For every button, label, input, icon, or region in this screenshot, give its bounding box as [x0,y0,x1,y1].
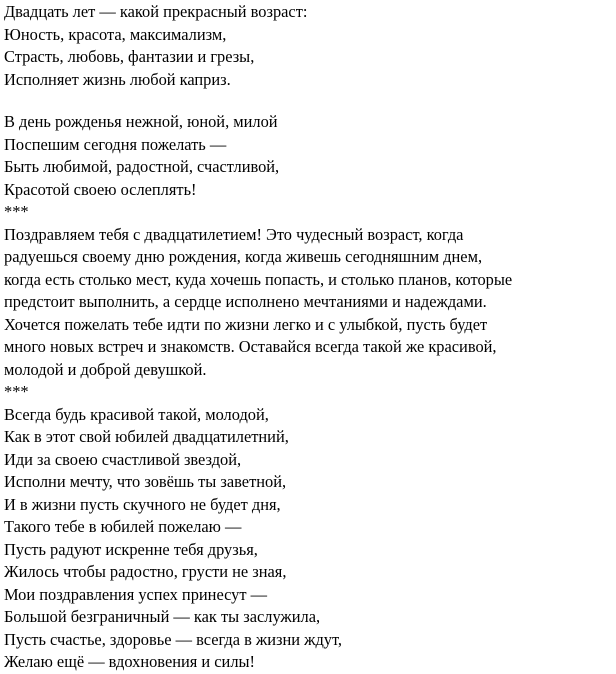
text-line: Юность, красота, максимализм, [4,24,227,44]
prose-paragraph [4,224,616,382]
text-line: Исполняет жизнь любой каприз. [4,69,231,89]
section-separator: *** [4,202,29,221]
text-line: Иди за своею счастливой звездой, [4,449,242,469]
text-line: много новых встреч и знакомств. Оставайся всегда такой же красивой, [4,337,497,356]
text-line: Такого тебе в юбилей пожелаю — [4,517,242,536]
text-line: В день рожденья нежной, юной, милой [4,112,278,131]
poem-stanza-2 [4,111,616,201]
text-line: Поспешим сегодня пожелать — [4,134,227,154]
poem-stanza-3 [4,404,616,674]
text-line: И в жизни пусть скучного не будет дня, [4,494,281,514]
text-line: молодой и доброй девушкой. [4,359,207,379]
text-line: Жилось чтобы радостно, грусти не зная, [4,562,287,581]
text-line: Быть любимой, радостной, счастливой, [4,157,280,176]
stanza-gap [4,91,616,111]
text-line: Большой безграничный — как ты заслужила, [4,607,321,626]
text-line: Пусть счастье, здоровье — всегда в жизни ждут, [4,629,343,649]
text-line: Исполни мечту, что зовёшь ты заветной, [4,472,287,491]
text-line: Поздравляем тебя с двадцатилетием! Это чудесный возраст, когда [4,224,464,244]
text-line: Хочется пожелать тебе идти по жизни легко и с улыбкой, пусть будет [4,314,488,334]
poem-stanza-1 [4,1,616,91]
section-separator: *** [4,382,29,401]
text-line: Пусть радуют искренне тебя друзья, [4,539,258,559]
text-line: Желаю ещё — вдохновения и силы! [4,652,255,671]
text-line: Красотой своею ослеплять! [4,179,197,199]
text-line: когда есть столько мест, куда хочешь попасть, и столько планов, которые [4,269,513,289]
text-line: радуешься своему дню рождения, когда живешь сегодняшним днем, [4,247,483,266]
text-line: Двадцать лет — какой прекрасный возраст: [4,2,308,21]
text-line: Страсть, любовь, фантазии и грезы, [4,47,255,66]
text-line: Как в этот свой юбилей двадцатилетний, [4,427,289,446]
text-line: Мои поздравления успех принесут — [4,584,268,604]
text-line: предстоит выполнить, а сердце исполнено мечтаниями и надеждами. [4,292,487,311]
text-line: Всегда будь красивой такой, молодой, [4,404,269,424]
